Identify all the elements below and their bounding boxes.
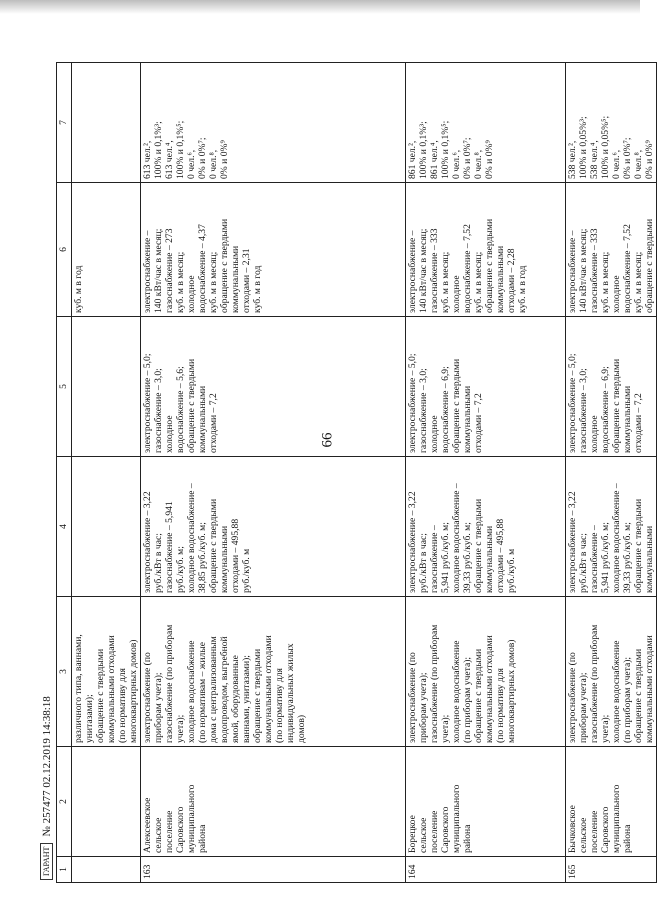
cell-line: коммунальными [495,245,506,313]
tariffs-cell [72,457,141,597]
cell-line: руб./кВт в час; [418,533,429,593]
cell-line: холодное [589,415,600,453]
cell-line: 140 кВт/час в месяц; [418,228,429,313]
cell-line: различного типа, ваннами, [73,634,84,743]
cell-line: куб. м в месяц; [208,251,219,313]
tariff-table [56,62,657,883]
cell-line: 0% и 0%⁷; [622,137,633,179]
cell-line: 100% и 0,1%³; [418,121,429,179]
cell-line: отходами – 7,2 [473,393,484,453]
cell-line: коммунальными отходами [263,635,274,743]
cell-line: холодное [164,415,175,453]
cell-line: 140 кВт/час в месяц; [578,228,589,313]
cell-line: (по нормативам – жилые [197,641,208,743]
share-cell [141,63,406,183]
growth-cell [72,317,141,457]
cell-line: приборам учета); [418,672,429,743]
cell-line: поселение [589,810,600,853]
cell-line: (по приборам учета); [622,656,633,743]
cell-line: куб. м в год [517,265,528,313]
tariffs-cell [566,457,657,597]
cell-line: многоквартирных домов) [506,639,517,743]
header-cell: 2 [57,747,72,857]
cell-line: 5,941 руб./куб. м; [600,522,611,593]
cell-line: отходами – 2,31 [241,248,252,313]
tariffs-cell [141,457,406,597]
volume-cell [72,183,141,317]
cell-line: индивидуальных жилых [285,643,296,743]
cell-line: дома с централизованным [208,636,219,743]
cell-line: водоснабжение – 6,9; [440,366,451,453]
cell-line: многоквартирных домов) [128,639,139,743]
scan-top-edge [0,0,640,14]
cell-line: 100% и 0,1%⁵; [440,120,451,179]
cell-line: руб./куб. м [241,548,252,593]
cell-line: холодное [611,275,622,313]
cell-line: коммунальными [219,525,230,593]
cell-line: куб. м в месяц; [440,251,451,313]
cell-line: руб./куб. м [506,548,517,593]
cell-line: холодное водоснабжение [451,640,462,743]
table-row [141,63,406,883]
cell-line: водоснабжение – 4,37 [197,224,208,313]
cell-line: домов) [296,714,307,743]
cell-line: муниципального [186,784,197,853]
tariffs-cell [406,457,566,597]
header-cell: 7 [57,63,72,183]
cell-line: отходами – 7,2 [633,393,644,453]
cell-line: поселение [429,810,440,853]
cell-line: 613 чел.², [142,140,153,179]
cell-line: электроснабжение (по [142,652,153,743]
header-cell: 4 [57,457,72,597]
cell-line: куб. м в год [73,265,84,313]
cell-line: района [197,824,208,853]
cell-line: коммунальными [622,385,633,453]
cell-line: электроснабжение – 5,0; [407,353,418,453]
cell-line: 0 чел.⁸, [473,149,484,179]
cell-line: куб. м в месяц; [175,251,186,313]
share-cell [406,63,566,183]
cell-line: района [622,824,633,853]
cell-line: газоснабжение (по приборам [589,624,600,743]
cell-line: 861 чел.², [407,140,418,179]
header-cell: 3 [57,597,72,747]
cell-line: коммунальными [484,525,495,593]
cell-line: муниципального [451,784,462,853]
cell-line: Алексеевское [142,797,153,853]
cell-line: отходами – 495,88 [495,518,506,593]
cell-line: 538 чел.², [567,140,578,179]
cell-line: коммунальными отходами [106,635,117,743]
cell-line: электроснабжение (по [407,652,418,743]
cell-line: (по приборам учета); [462,656,473,743]
cell-line: обращение с твердыми [451,358,462,453]
cell-line: муниципального [611,784,622,853]
cell-line: 613 чел.⁴, [164,140,175,179]
cell-line: обращение с твердыми [644,218,655,313]
cell-line: 0 чел.⁶, [611,149,622,179]
cell-line: коммунальными [230,245,241,313]
cell-line: руб./кВт в час; [578,533,589,593]
settlement-cell [566,747,657,857]
settlement-cell [72,747,141,857]
cell-line: обращение с твердыми [95,648,106,743]
cell-line: 0 чел.⁸, [633,149,644,179]
cell-line: 100% и 0,1%⁵; [175,120,186,179]
cell-line: ваннами, унитазами); [241,655,252,743]
cell-line: 38,85 руб./куб. м; [197,522,208,593]
services-cell [566,597,657,747]
cell-line: обращение с твердыми [186,358,197,453]
cell-line: 0 чел.⁸, [208,149,219,179]
cell-line: 0% и 0%⁹ [219,140,230,179]
cell-line: 0% и 0%⁹ [644,140,655,179]
cell-line: обращение с твердыми [219,218,230,313]
rotated-table-area [56,63,655,883]
cell-line: обращение с твердыми [611,358,622,453]
cell-line: холодное водоснабжение – [186,483,197,593]
cell-line: сельское [418,817,429,853]
cell-line: 0% и 0%⁹ [484,140,495,179]
settlement-cell [406,747,566,857]
num-cell: 165 [566,857,657,883]
volume-cell [406,183,566,317]
cell-line: 861 чел.⁴, [429,140,440,179]
cell-line: (по нормативу для [495,668,506,743]
cell-line: газоснабжение (по приборам [429,624,440,743]
cell-line: электроснабжение – [142,230,153,313]
cell-line: Саровского [175,806,186,853]
cell-line: электроснабжение – 3,22 [567,491,578,593]
cell-line: холодное [186,275,197,313]
num-cell [72,857,141,883]
cell-line: коммунальными отходами [484,635,495,743]
cell-line: 100% и 0,1%³; [153,121,164,179]
cell-line: водоснабжение – 7,52 [462,224,473,313]
cell-line: водоснабжение – 5,6; [175,366,186,453]
cell-line: 100% и 0,05%⁵; [600,115,611,179]
cell-line: холодное водоснабжение – [451,483,462,593]
cell-line: электроснабжение – 5,0; [142,353,153,453]
cell-line: холодное водоснабжение – [611,483,622,593]
cell-line: обращение с твердыми [633,498,644,593]
share-cell [72,63,141,183]
cell-line: куб. м в месяц; [633,251,644,313]
cell-line: водоснабжение – 7,52 [622,224,633,313]
cell-line: поселение [164,810,175,853]
cell-line: руб./куб. м; [175,546,186,593]
volume-cell [566,183,657,317]
cell-line: ямой, оборудованные [230,655,241,743]
cell-line: газоснабжение – 3,0; [153,368,164,453]
cell-line: куб. м в месяц; [473,251,484,313]
cell-line: 5,941 руб./куб. м; [440,522,451,593]
services-cell [72,597,141,747]
cell-line: электроснабжение – 5,0; [567,353,578,453]
cell-line: 538 чел.⁴, [589,140,600,179]
cell-line: газоснабжение – 333 [429,228,440,313]
num-cell: 163 [141,857,406,883]
stamp-text: № 257477 02.12.2019 14:38:18 [40,696,53,837]
cell-line: холодное [451,275,462,313]
cell-line: электроснабжение (по [567,652,578,743]
cell-line: района [462,824,473,853]
cell-line: электроснабжение – [407,230,418,313]
cell-line: 39,33 руб./куб. м; [622,522,633,593]
cell-line: 0% и 0%⁷; [462,137,473,179]
cell-line: учета); [440,714,451,743]
num-cell: 164 [406,857,566,883]
cell-line: 39,33 руб./куб. м; [462,522,473,593]
cell-line: обращение с твердыми [633,648,644,743]
cell-line: водопроводом, выгребной [219,636,230,743]
header-row [57,63,72,883]
cell-line: обращение с твердыми [473,498,484,593]
cell-line: газоснабжение – [429,525,440,593]
cell-line: отходами – 2,28 [506,248,517,313]
cell-line: газоснабжение – 3,0; [578,368,589,453]
cell-line: газоснабжение (по приборам [164,624,175,743]
cell-line: коммунальными отходами [644,635,655,743]
cell-line: обращение с твердыми [484,218,495,313]
cell-line: газоснабжение – 273 [164,228,175,313]
cell-line: 0% и 0%⁷; [197,137,208,179]
cell-line: коммунальными [197,385,208,453]
cell-line: 100% и 0,05%³; [578,116,589,179]
cell-line: холодное [429,415,440,453]
table-row [406,63,566,883]
share-cell [566,63,657,183]
cell-line: коммунальными [462,385,473,453]
cell-line: сельское [153,817,164,853]
cell-line: учета); [175,714,186,743]
cell-line: сельское [578,817,589,853]
continuation-row [72,63,141,883]
cell-line: (по нормативу для [117,668,128,743]
cell-line: приборам учета); [578,672,589,743]
cell-line: обращение с твердыми [208,498,219,593]
cell-line: холодное водоснабжение [611,640,622,743]
header-cell: 1 [57,857,72,883]
registration-stamp [40,696,53,880]
settlement-cell [141,747,406,857]
cell-line: Саровского [600,806,611,853]
cell-line: (по нормативу для [274,668,285,743]
cell-line: отходами – 495,88 [230,518,241,593]
cell-line: газоснабжение – [589,525,600,593]
cell-line: отходами – 7,2 [208,393,219,453]
cell-line: 0 чел.⁶, [451,149,462,179]
services-cell [141,597,406,747]
growth-cell [566,317,657,457]
cell-line: 0 чел.⁶, [186,149,197,179]
cell-line: куб. м в год [252,265,263,313]
cell-line: холодное водоснабжение [186,640,197,743]
growth-cell [141,317,406,457]
volume-cell [141,183,406,317]
cell-line: руб./кВт в час; [153,533,164,593]
growth-cell [406,317,566,457]
header-cell: 5 [57,317,72,457]
cell-line: обращение с твердыми [252,648,263,743]
cell-line: 140 кВт/час в месяц; [153,228,164,313]
cell-line: коммунальными [644,525,655,593]
cell-line: газоснабжение – 5,941 [164,501,175,593]
cell-line: приборам учета); [153,672,164,743]
cell-line: водоснабжение – 6,9; [600,366,611,453]
cell-line: Бычковское [567,805,578,853]
cell-line: обращение с твердыми [473,648,484,743]
garant-logo: ГАРАНТ [40,843,53,880]
cell-line: Борецкое [407,815,418,853]
services-cell [406,597,566,747]
cell-line: Саровского [440,806,451,853]
cell-line: газоснабжение – 3,0; [418,368,429,453]
cell-line: унитазами); [84,694,95,743]
table-row [566,63,657,883]
cell-line: куб. м в месяц; [600,251,611,313]
header-cell: 6 [57,183,72,317]
cell-line: электроснабжение – [567,230,578,313]
cell-line: газоснабжение – 333 [589,228,600,313]
cell-line: электроснабжение – 3,22 [142,491,153,593]
cell-line: электроснабжение – 3,22 [407,491,418,593]
page-number: 66 [319,432,336,448]
cell-line: учета); [600,714,611,743]
